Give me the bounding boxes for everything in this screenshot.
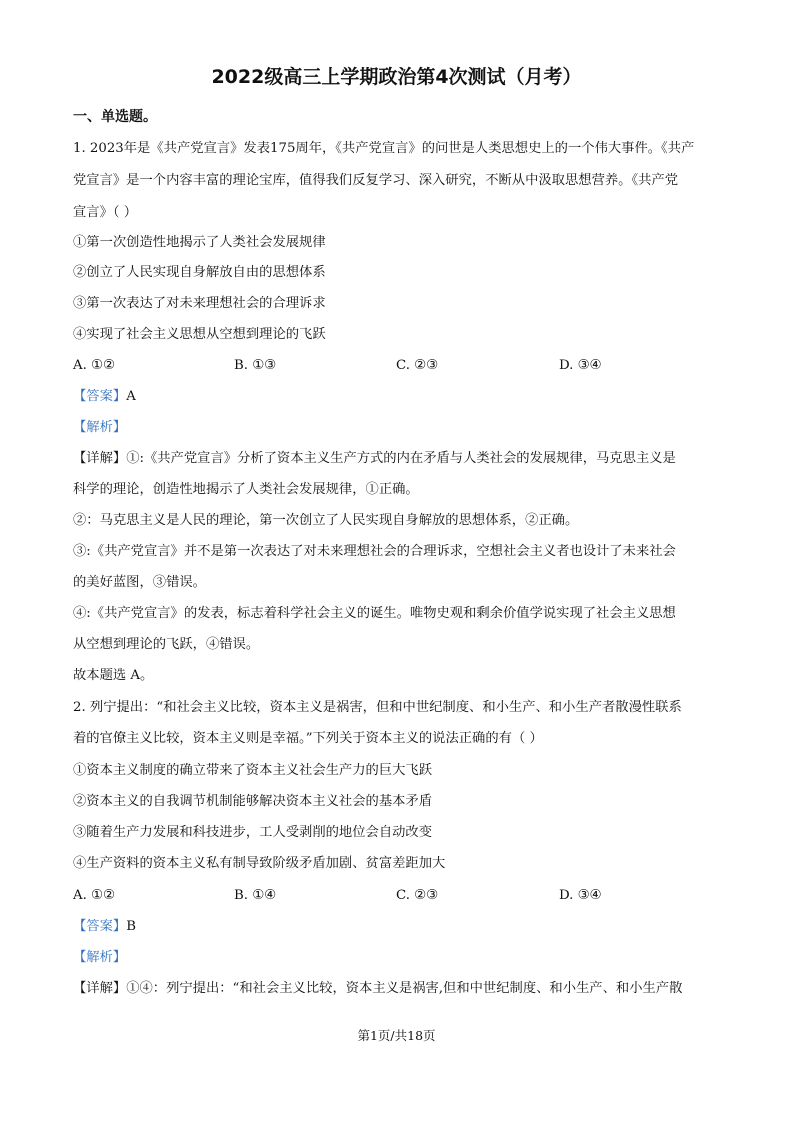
q2-answer [73,920,136,933]
q1-item: ②创立了人民实现自身解放自由的思想体系 [73,265,326,280]
detail-text: ①④：列宁提出：“和社会主义比较，资本主义是祸害,但和中世纪制度、和小生产、和小生产散 [126,981,683,996]
q2-stem-line: 2. 列宁提出：“和社会主义比较，资本主义是祸害，但和中世纪制度、和小生产、和小生产者散漫性联系 [73,700,682,715]
page-footer: 第1页/共18页 [357,1028,436,1043]
q1-item: ④实现了社会主义思想从空想到理论的飞跃 [73,327,326,342]
option-a: A. ①② [73,358,115,373]
q2-analysis-tag: 【解析】 [73,950,127,965]
q1-detail-line: 科学的理论，创造性地揭示了人类社会发展规律，①正确。 [73,482,419,497]
q1-detail-line: ④:《共产党宣言》的发表，标志着科学社会主义的诞生。唯物史观和剩余价值学说实现了社会主义思想 [73,606,676,621]
q1-detail-line: 的美好蓝图，③错误。 [73,575,206,590]
q1-stem-line: 宣言》（ ） [73,205,138,220]
q1-detail-line: ③:《共产党宣言》并不是第一次表达了对未来理想社会的合理诉求，空想社会主义者也设计了未来社会 [73,544,676,559]
answer-tag: 【答案】 [73,919,127,934]
q1-stem-line: 党宣言》是一个内容丰富的理论宝库，值得我们反复学习、深入研究，不断从中汲取思想营养。《共产党 [73,173,679,188]
answer-value: B [126,919,136,934]
q1-detail-line: 从空想到理论的飞跃，④错误。 [73,637,260,652]
q1-stem-line: 1. 2023年是《共产党宣言》发表175周年，《共产党宣言》的问世是人类思想史上的一个伟大事件。《共产 [73,141,695,156]
q1-analysis-tag: 【解析】 [73,420,127,435]
section-heading: 一、单选题。 [73,109,157,125]
option-b: B. ①③ [234,358,277,373]
option-c: C. ②③ [396,358,438,373]
q1-detail-line: 故本题选 A。 [73,668,154,683]
q2-item: ①资本主义制度的确立带来了资本主义社会生产力的巨大飞跃 [73,763,433,778]
q2-detail-line [73,982,682,995]
detail-tag: 【详解】 [73,451,127,466]
page-title: 2022级高三上学期政治第4次测试（月考） [211,66,582,88]
q1-detail-line: ②：马克思主义是人民的理论，第一次创立了人民实现自身解放的思想体系，②正确。 [73,513,579,528]
option-c: C. ②③ [396,888,438,903]
q2-stem-line: 着的官僚主义比较，资本主义则是幸福。”下列关于资本主义的说法正确的有（ ） [73,731,543,746]
q1-item: ③第一次表达了对未来理想社会的合理诉求 [73,296,326,311]
option-a: A. ①② [73,888,115,903]
detail-text: ①:《共产党宣言》分析了资本主义生产方式的内在矛盾与人类社会的发展规律，马克思主义是 [126,451,676,466]
q2-item: ④生产资料的资本主义私有制导致阶级矛盾加剧、贫富差距加大 [73,856,446,871]
q1-detail-line [73,452,676,465]
option-d: D. ③④ [559,358,602,373]
detail-tag: 【详解】 [73,981,127,996]
q1-answer [73,390,136,403]
answer-tag: 【答案】 [73,389,127,404]
option-d: D. ③④ [559,888,602,903]
option-b: B. ①④ [234,888,277,903]
q2-item: ③随着生产力发展和科技进步，工人受剥削的地位会自动改变 [73,825,433,840]
q2-item: ②资本主义的自我调节机制能够解决资本主义社会的基本矛盾 [73,794,433,809]
q1-item: ①第一次创造性地揭示了人类社会发展规律 [73,235,326,250]
answer-value: A [126,389,136,404]
